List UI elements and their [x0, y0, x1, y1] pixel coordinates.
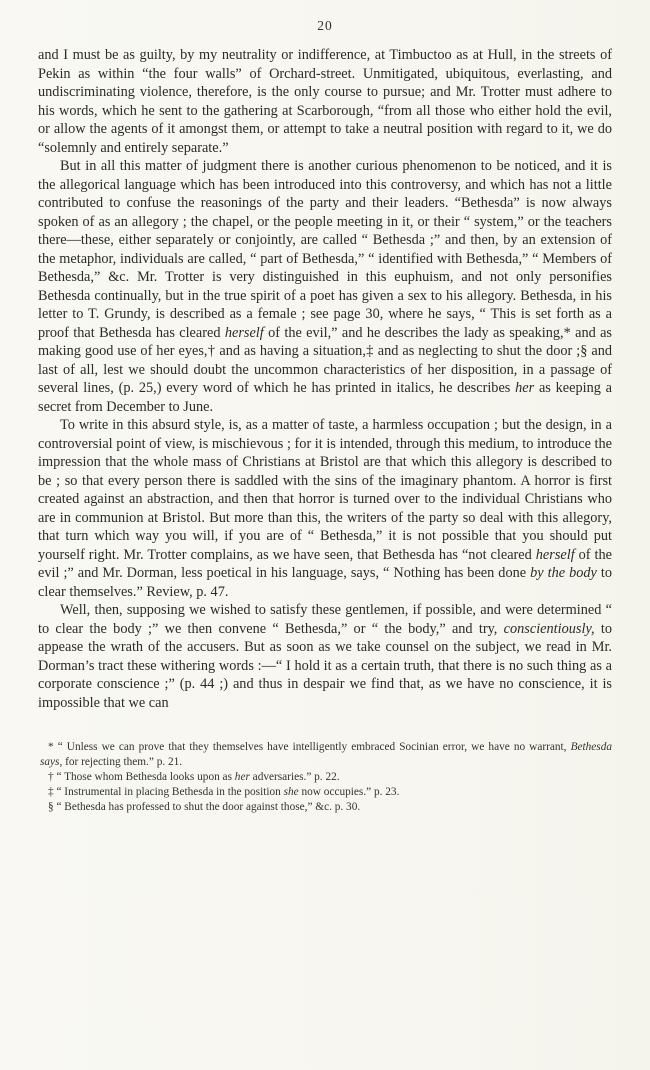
footnote: § “ Bethesda has professed to shut the door against those,” &c. p. 30.: [48, 801, 361, 813]
body-text: [38, 46, 612, 712]
page-number: 20: [317, 18, 333, 33]
footnote: ‡ “ Instrumental in placing Bethesda in the position she now occupies.” p. 23.: [48, 786, 400, 798]
body-paragraph: and I must be as guilty, by my neutrality or indifference, at Timbuctoo as at Hull, in the streets of Pekin as within “the four walls” of Orchard-street. Unmitigated, ubiquitous, everlasting, and undiscriminating violence, therefore, is the only course to pursue; and Mr. Trotter must adhere to his words, which he sent to the gathering at Scarborough, “from all those who either hold the evil, or allow the agents of it amongst them, or attempt to take a neutral position with regard to it, we do “solemnly and entirely separate.”: [38, 47, 612, 156]
body-paragraph: Well, then, supposing we wished to satisfy these gentlemen, if possible, and were determined “ to clear the body ;” we then convene “ Bethesda,” or “ the body,” and try, conscientiously, to appease the wrath of the accusers. But as soon as we take counsel on the subject, we read in Mr. Dorman’s tract these withering words :—“ I hold it as a certain truth, that there is no such thing as a corporate conscience ;” (p. 44 ;) and thus in despair we find that, as we have no conscience, it is impossible that we can: [38, 602, 612, 711]
footnotes-section: [40, 740, 612, 815]
body-paragraph: To write in this absurd style, is, as a matter of taste, a harmless occupation ; but the design, in a controversial point of view, is mischievous ; for it is intended, through this medium, to introduce the impression that the whole mass of Christians at Bristol are that which this allegory is described to be ; so that every person there is saddled with the sins of the imaginary phantom. A horror is first created against an abstraction, and then that horror is turned over to the individual Christians who are in communion at Bristol. But more than this, the writers of the party so deal with this allegory, that turn which way you will, if you are of “ Bethesda,” it is not possible that you should put yourself right. Mr. Trotter complains, as we have seen, that Bethesda has “not cleared herself of the evil ;” and Mr. Dorman, less poetical in his language, says, “ Nothing has been done by the body to clear themselves.” Review, p. 47.: [38, 417, 613, 600]
body-paragraph: But in all this matter of judgment there is another curious phenomenon to be noticed, and it is the allegorical language which has been introduced into this controversy, and which has not a little contributed to confuse the reasonings of the party and their leaders. “Bethesda” is now always spoken of as an allegory ; the chapel, or the people meeting in it, or their “ system,” or the teachers there—these, either separately or conjointly, are called “ Bethesda ;” and then, by an extension of the metaphor, individuals are called, “ part of Bethesda,” “ identified with Bethesda,” “ Members of Bethesda,” &c. Mr. Trotter is very distinguished in this euphuism, and not only personifies Bethesda continually, but in the true spirit of a poet has given a sex to his allegory. Bethesda, in his letter to T. Grundy, is described as a female ; see page 30, where he says, “ This is set forth as a proof that Bethesda has cleared herself of the evil,” and he describes the lady as speaking,* and as making good use of her eyes,† and as having a situation,‡ and as neglecting to shut the door ;§ and last of all, lest we should doubt the uncommon characteristics of her disposition, in a passage of several lines, (p. 25,) every word of which he has printed in italics, he describes her as keeping a secret from December to June.: [38, 158, 612, 415]
footnote: † “ Those whom Bethesda looks upon as her adversaries.” p. 22.: [48, 771, 340, 783]
footnote: * “ Unless we can prove that they themselves have intelligently embraced Socinian error, we have no warrant, Bethesda says, for rejecting them.” p. 21.: [40, 741, 612, 768]
